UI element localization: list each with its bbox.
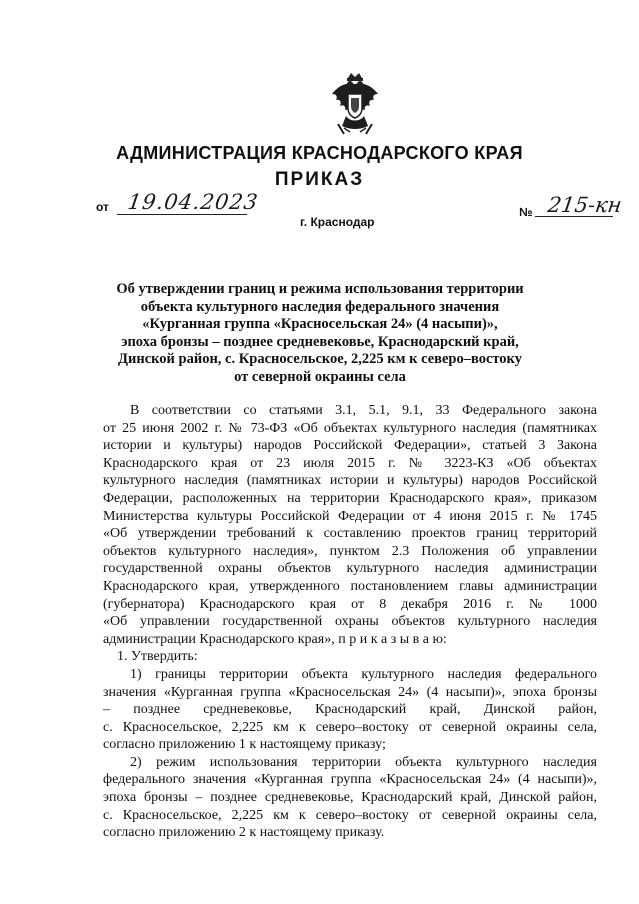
clause-1-2-line: федерального значения «Курганная группа «Красносельская 24» (4 насыпи)», [103, 772, 597, 788]
body-line: Министерства культуры Российской Федерации от 4 июня 2015 г. № 1745 [103, 508, 597, 524]
clause-1-1-line: – позднее средневековье, Краснодарский край, Динской район, [103, 702, 597, 718]
clause-1-2-line: согласно приложению 2 к настоящему приказу. [103, 825, 385, 841]
body-line: В соответствии со статьями 3.1, 5.1, 9.1, 33 Федерального закона [130, 403, 597, 418]
body-line: от 25 июня 2002 г. № 73-ФЗ «Об объектах культурного наследия (памятниках [103, 420, 597, 436]
clause-1-1-line: с. Красносельское, 2,225 км к северо–востоку от северной окраины села, [103, 719, 597, 735]
clause-1-heading: 1. Утвердить: [117, 649, 198, 665]
body-line: администрации Краснодарского края», п р и к а з ы в а ю: [103, 631, 447, 647]
body-line: истории и культуры) народов Российской Федерации», статьей 3 Закона [103, 438, 597, 454]
date-label: от [96, 200, 109, 214]
body-line: Федерации, расположенных на территории Краснодарского края», приказом [103, 490, 597, 506]
body-line: культурного наследия (памятниках истории и культуры) народов Российской [103, 473, 597, 489]
clause-1-1-line: значения «Курганная группа «Красносельская 24» (4 насыпи)», эпоха бронзы [103, 684, 597, 700]
clause-1-1-line: согласно приложению 1 к настоящему приказу; [103, 737, 386, 753]
order-title [110, 281, 530, 386]
handwritten-date: 19.04.2023 [126, 190, 260, 214]
city-label: г. Краснодар [300, 215, 375, 229]
clause-1-2-line: 2) режим использования территории объекта культурного наследия [130, 754, 597, 770]
title-line: эпоха бронзы – позднее средневековье, Краснодарский край, [121, 333, 519, 350]
document-type: ПРИКАЗ [274, 169, 365, 190]
number-label: № [519, 205, 533, 219]
body-line: государственной охраны объектов культурного наследия администрации [103, 561, 597, 577]
handwritten-number: 215-кн [546, 193, 624, 217]
order-body [103, 402, 597, 842]
body-line: «Об утверждении требований к составлению проектов границ территорий [103, 526, 597, 542]
title-line: «Курганная группа «Красносельская 24» (4 насыпи)», [142, 316, 498, 332]
clause-1-2-line: с. Красносельское, 2,225 км к северо–востоку от северной окраины села, [103, 807, 597, 823]
date-underline [117, 214, 247, 215]
body-line: объектов культурного наследия», пунктом 2.3 Положения об управлении [103, 543, 597, 559]
title-line: Динской район, с. Красносельское, 2,225 км к северо–востоку [118, 351, 522, 367]
clause-1-1-line: 1) границы территории объекта культурного наследия федерального [130, 666, 597, 682]
title-line: от северной окраины села [234, 368, 406, 385]
body-line: «Об управлении государственной охраны объектов культурного наследия [103, 614, 597, 630]
body-line: Краснодарского края, утвержденного постановлением главы администрации [103, 578, 597, 594]
title-line: Об утверждении границ и режима использования территории [116, 281, 524, 297]
coat-of-arms-emblem [326, 72, 384, 136]
organization-name: АДМИНИСТРАЦИЯ КРАСНОДАРСКОГО КРАЯ [116, 143, 523, 163]
title-line: объекта культурного наследия федерального значения [140, 298, 500, 315]
body-line: Краснодарского края от 23 июля 2015 г. № 3223-КЗ «Об объектах [103, 455, 597, 471]
body-line: (губернатора) Краснодарского края от 8 декабря 2016 г. № 1000 [103, 596, 597, 612]
clause-1-2-line: эпоха бронзы – позднее средневековье, Краснодарский край, Динской район, [103, 790, 597, 806]
